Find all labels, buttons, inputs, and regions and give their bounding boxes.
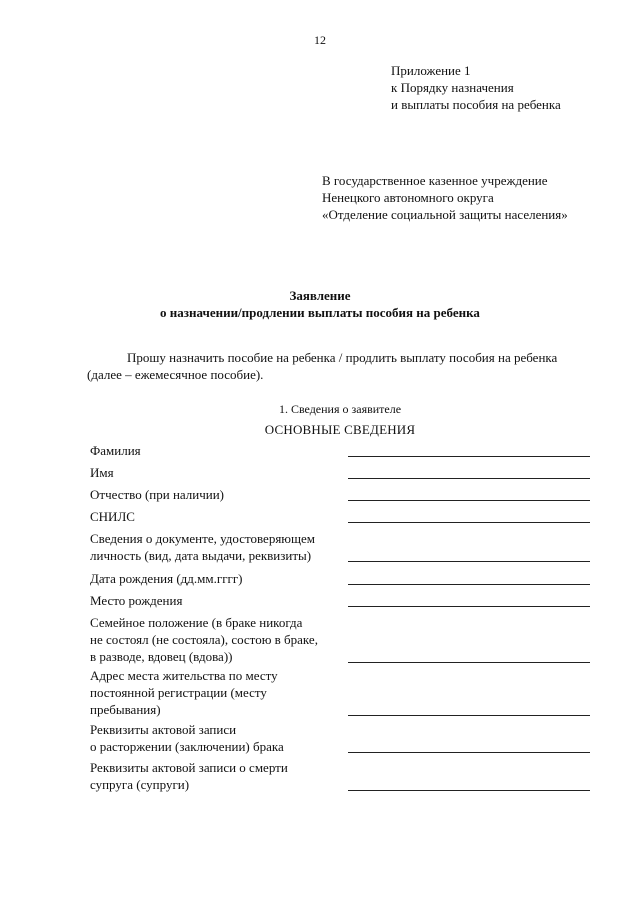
field-label	[90, 530, 345, 564]
appendix-line-3: и выплаты пособия на ребенка	[391, 97, 561, 112]
field-label	[90, 759, 345, 793]
field-label-line: пребывания)	[90, 702, 161, 717]
field-input-line[interactable]	[348, 456, 590, 457]
field-label-line: Дата рождения (дд.мм.гггг)	[90, 571, 243, 586]
field-residence-address[interactable]	[90, 667, 590, 718]
field-label-line: Фамилия	[90, 443, 141, 458]
field-snils[interactable]	[90, 508, 590, 525]
field-label-line: Адрес места жительства по месту	[90, 668, 278, 683]
page-number: 12	[314, 33, 326, 47]
field-label-line: личность (вид, дата выдачи, реквизиты)	[90, 548, 312, 563]
addressee-line-1: В государственное казенное учреждение	[322, 173, 548, 188]
field-label	[90, 464, 345, 481]
field-label-line: Реквизиты актовой записи о смерти	[90, 760, 288, 775]
field-label-line: в разводе, вдовец (вдова))	[90, 649, 233, 664]
field-input-line[interactable]	[348, 522, 590, 523]
field-input-line[interactable]	[348, 478, 590, 479]
field-label	[90, 442, 345, 459]
intro-paragraph: Прошу назначить пособие на ребенка / продлить выплату пособия на ребенка (далее – ежемесячное пособие).	[87, 350, 558, 382]
field-input-line[interactable]	[348, 715, 590, 716]
field-first-name[interactable]	[90, 464, 590, 481]
appendix-line-1: Приложение 1	[391, 63, 471, 78]
field-patronymic[interactable]	[90, 486, 590, 503]
field-label	[90, 592, 345, 609]
field-input-line[interactable]	[348, 584, 590, 585]
field-input-line[interactable]	[348, 790, 590, 791]
document-title-line-2: о назначении/продлении выплаты пособия на ребенка	[160, 305, 480, 320]
field-surname[interactable]	[90, 442, 590, 459]
field-label-line: Сведения о документе, удостоверяющем	[90, 531, 316, 546]
field-label	[90, 614, 345, 665]
field-label-line: СНИЛС	[90, 509, 135, 524]
field-identity-document[interactable]	[90, 530, 590, 564]
field-label-line: Семейное положение (в браке никогда	[90, 615, 303, 630]
field-label-line: постоянной регистрации (месту	[90, 685, 267, 700]
document-title	[0, 287, 640, 321]
field-label	[90, 508, 345, 525]
field-birth-place[interactable]	[90, 592, 590, 609]
document-title-line-1: Заявление	[289, 288, 351, 303]
appendix-reference	[391, 62, 561, 113]
field-death-record[interactable]	[90, 759, 590, 793]
field-input-line[interactable]	[348, 752, 590, 753]
field-label-line: Отчество (при наличии)	[90, 487, 225, 502]
field-label	[90, 667, 345, 718]
field-label-line: Реквизиты актовой записи	[90, 722, 237, 737]
field-label-line: не состоял (не состояла), состою в браке,	[90, 632, 318, 647]
field-label	[90, 486, 345, 503]
appendix-line-2: к Порядку назначения	[391, 80, 514, 95]
field-label-line: Место рождения	[90, 593, 183, 608]
subsection-title: ОСНОВНЫЕ СВЕДЕНИЯ	[264, 422, 416, 437]
field-input-line[interactable]	[348, 606, 590, 607]
field-input-line[interactable]	[348, 662, 590, 663]
addressee-line-3: «Отделение социальной защиты населения»	[322, 207, 568, 222]
field-label	[90, 570, 345, 587]
field-birth-date[interactable]	[90, 570, 590, 587]
field-input-line[interactable]	[348, 561, 590, 562]
field-label	[90, 721, 345, 755]
field-label-line: супруга (супруги)	[90, 777, 190, 792]
addressee-line-2: Ненецкого автономного округа	[322, 190, 494, 205]
field-marital-status[interactable]	[90, 614, 590, 665]
field-label-line: о расторжении (заключении) брака	[90, 739, 284, 754]
section-title: 1. Сведения о заявителе	[278, 402, 402, 416]
field-marriage-record[interactable]	[90, 721, 590, 755]
addressee-block	[322, 172, 568, 223]
field-label-line: Имя	[90, 465, 114, 480]
field-input-line[interactable]	[348, 500, 590, 501]
